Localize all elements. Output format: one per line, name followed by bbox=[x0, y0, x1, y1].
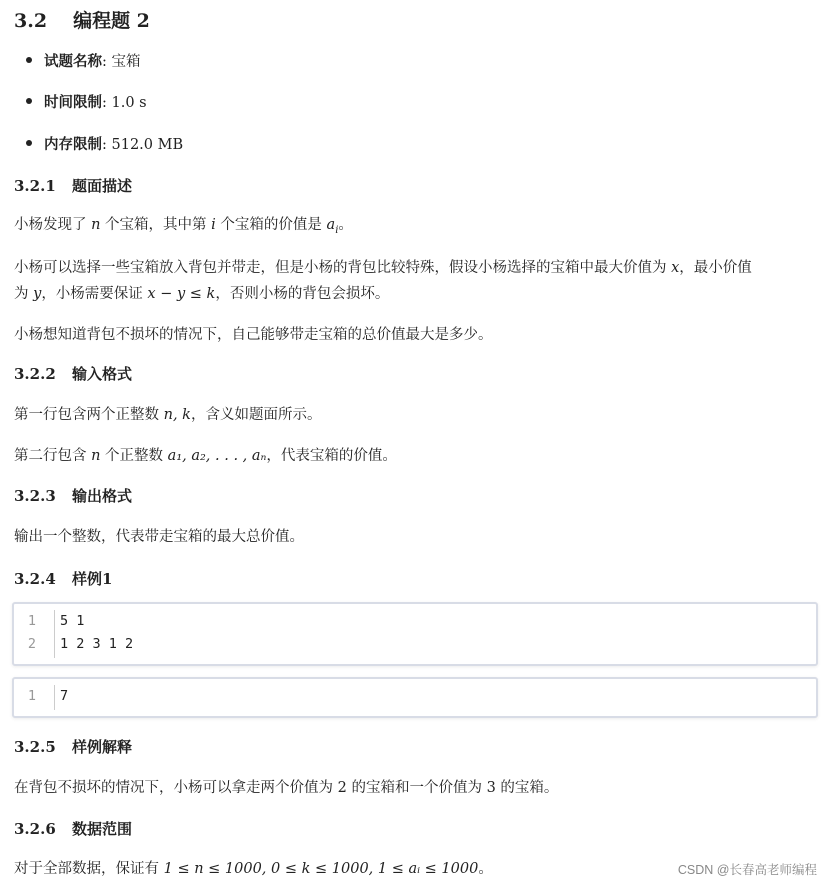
description-paragraph-2: 小杨可以选择一些宝箱放入背包并带走，但是小杨的背包比较特殊，假设小杨选择的宝箱中最大价值为 x，最小价值 bbox=[14, 260, 752, 276]
sample-input-block[interactable] bbox=[12, 602, 818, 666]
bullet-icon bbox=[26, 57, 32, 63]
line-number: 1 bbox=[27, 688, 37, 704]
gutter-divider bbox=[54, 685, 55, 710]
meta-item: 试题名称: 宝箱 bbox=[26, 50, 141, 71]
code-line: 7 bbox=[60, 688, 69, 704]
subsection-title: 3.2.4 样例1 bbox=[14, 570, 113, 588]
input-line-1: 第一行包含两个正整数 n, k，含义如题面所示。 bbox=[14, 407, 322, 423]
subsection-title: 3.2.3 输出格式 bbox=[14, 487, 133, 505]
code-line: 5 1 bbox=[60, 613, 85, 629]
bullet-icon bbox=[26, 98, 32, 104]
line-number: 1 bbox=[27, 613, 37, 629]
subsection-title: 3.2.5 样例解释 bbox=[14, 738, 133, 756]
description-paragraph-2-cont: 为 y，小杨需要保证 x − y ≤ k，否则小杨的背包会损坏。 bbox=[14, 286, 390, 302]
description-paragraph-1: 小杨发现了 n 个宝箱，其中第 i 个宝箱的价值是 $a_i$。 bbox=[14, 217, 353, 236]
description-paragraph-3: 小杨想知道背包不损坏的情况下，自己能够带走宝箱的总价值最大是多少。 bbox=[14, 327, 493, 343]
meta-item: 内存限制: 512.0 MB bbox=[26, 133, 183, 154]
sample-output-block[interactable] bbox=[12, 677, 818, 718]
code-line: 1 2 3 1 2 bbox=[60, 636, 134, 652]
subsection-title: 3.2.6 数据范围 bbox=[14, 820, 133, 838]
watermark: CSDN @长春高老师编程 bbox=[677, 863, 817, 877]
line-number: 2 bbox=[27, 636, 37, 652]
meta-item: 时间限制: 1.0 s bbox=[26, 91, 147, 112]
section-number: 3.2 bbox=[14, 10, 48, 32]
input-line-2: 第二行包含 n 个正整数 a₁, a₂, . . . , aₙ，代表宝箱的价值。 bbox=[14, 448, 397, 464]
explanation-line: 在背包不损坏的情况下，小杨可以拿走两个价值为 2 的宝箱和一个价值为 3 的宝箱。 bbox=[14, 780, 559, 796]
section-title-text: 编程题 2 bbox=[73, 10, 150, 32]
subsection-title: 3.2.2 输入格式 bbox=[14, 365, 133, 383]
section-title bbox=[14, 6, 150, 33]
subsection-title: 3.2.1 题面描述 bbox=[14, 177, 133, 195]
range-line: 对于全部数据，保证有 1 ≤ n ≤ 1000, 0 ≤ k ≤ 1000, 1 ≤ aᵢ ≤ 1000。 bbox=[14, 861, 493, 877]
gutter-divider bbox=[54, 610, 55, 658]
bullet-icon bbox=[26, 140, 32, 146]
output-line-1: 输出一个整数，代表带走宝箱的最大总价值。 bbox=[14, 529, 304, 545]
